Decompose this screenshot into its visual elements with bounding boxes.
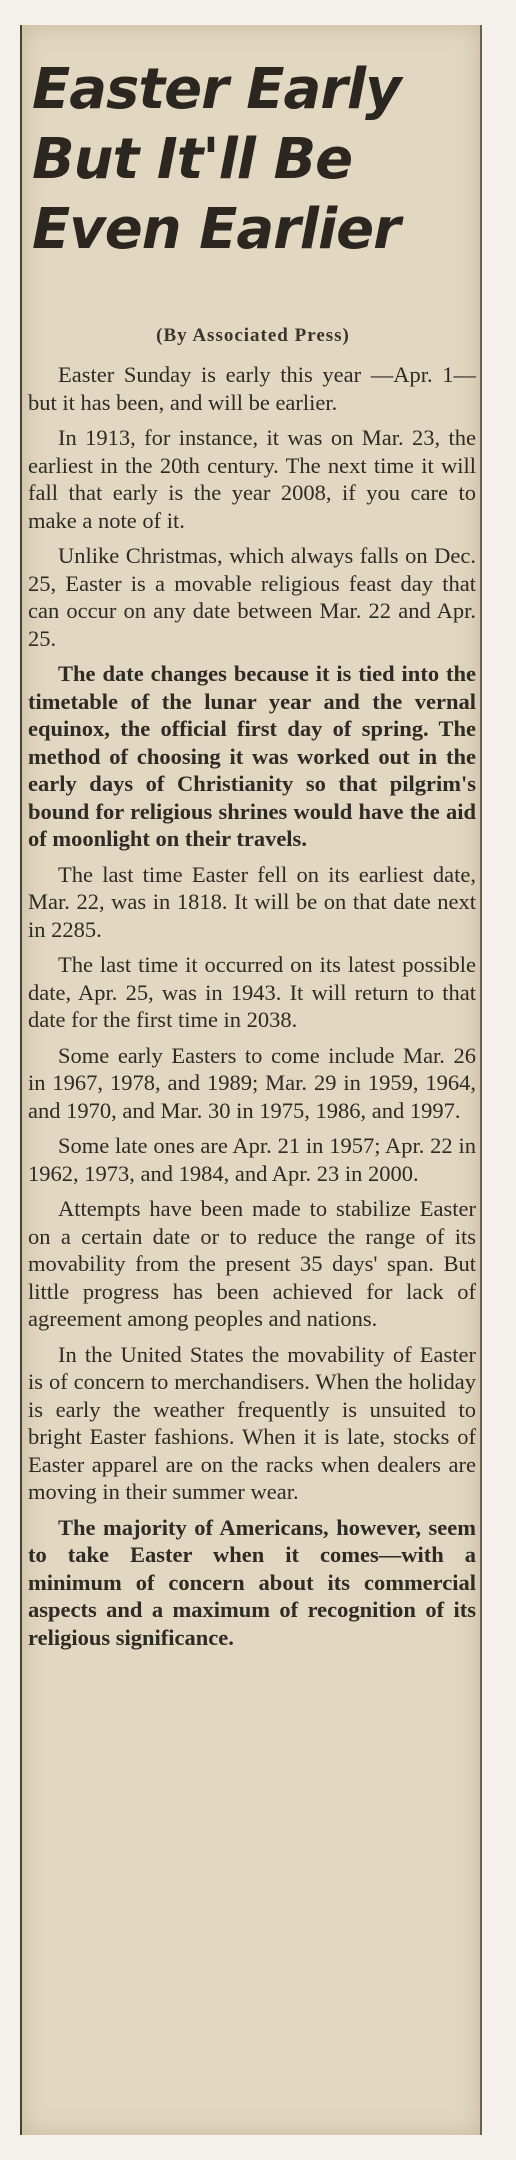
article-paragraph: The majority of Americans, however, seem to take Easter when it comes—with a minimum of concern about its commercial aspects and a maximum of recognition of its religious significance. — [28, 1514, 476, 1650]
article-paragraph: In 1913, for instance, it was on Mar. 23, the earliest in the 20th century. The next time it will fall that early is the year 2008, if you care to make a note of it. — [28, 425, 476, 533]
headline: Easter Early But It'll Be Even Earlier — [32, 57, 401, 262]
article-paragraph: Easter Sunday is early this year —Apr. 1—but it has been, and will be earlier. — [28, 362, 476, 415]
newspaper-clipping — [20, 25, 482, 2135]
article-paragraph: The date changes because it is tied into the timetable of the lunar year and the vernal equinox, the official first day of spring. The method of choosing it was worked out in the early days of Christianity so that pilgrim's bound for religious shrines would have the aid of moonlight on their travels. — [28, 661, 476, 851]
article-paragraph: Some early Easters to come include Mar. 26 in 1967, 1978, and 1989; Mar. 29 in 1959, 1964, and 1970, and Mar. 30 in 1975, 1986, and 1997. — [28, 1042, 476, 1123]
article-paragraph: The last time it occurred on its latest possible date, Apr. 25, was in 1943. It will return to that date for the first time in 2038. — [28, 952, 476, 1032]
article-paragraph: The last time Easter fell on its earliest date, Mar. 22, was in 1818. It will be on that date next in 2285. — [28, 861, 476, 942]
article-paragraph: Unlike Christmas, which always falls on Dec. 25, Easter is a movable religious feast day that can occur on any date between Mar. 22 and Apr. 25. — [28, 543, 476, 651]
byline: (By Associated Press) — [156, 325, 350, 346]
article-paragraph: Some late ones are Apr. 21 in 1957; Apr. 22 in 1962, 1973, and 1984, and Apr. 23 in 2000. — [28, 1133, 476, 1186]
article-body — [28, 361, 476, 1659]
article-paragraph: Attempts have been made to stabilize Easter on a certain date or to reduce the range of its movability from the present 35 days' span. But little progress has been achieved for lack of agreement among peoples and nations. — [28, 1196, 476, 1331]
article-paragraph: In the United States the movability of Easter is of concern to merchandisers. When the holiday is early the weather frequently is unsuited to bright Easter fashions. When it is late, stocks of Easter apparel are on the racks when dealers are moving in their summer wear. — [28, 1341, 476, 1504]
